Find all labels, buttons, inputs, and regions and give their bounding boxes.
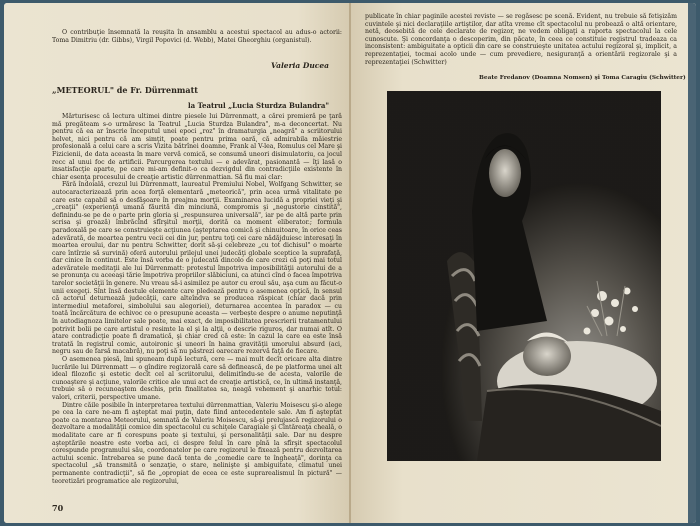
stage-photo [387, 91, 661, 461]
cover-edge [688, 3, 696, 523]
intro-block [52, 29, 342, 44]
photo-caption: Beate Fredanov (Doamna Nomsen) şi Toma Caragiu (Schwitter) [479, 75, 686, 81]
article-body [52, 113, 342, 485]
intro-text: O contribuţie însemnată la reuşita în ansamblu a acestui spectacol au adus-o actorii: Toma Dimitriu (dr. Gibbs), Virgil Popovici (d. Webb), Matei Gheorghiu (organistul). [52, 29, 342, 44]
right-text [365, 13, 677, 66]
right-page [351, 3, 696, 523]
page-number: 70 [52, 503, 64, 513]
left-page [4, 3, 349, 523]
paragraph: Dintre căile posibile în interpretarea textului dürrenmattian, Valeriu Moisescu şi-o alege pe cea la care ne-am fi aşteptat mai puţin, date fiind antecedentele sale. Am fi aşteptat poate ca montarea Meteorului, semnată de Valeriu Moisescu, să-şi prelujască regizorului o dezvoltare a modalităţii comice din spectacolul cu schiţele Caragiale şi Cîntăreaţa cheală, o modalitate care ar fi corespuns poate şi textului, şi personalităţii sale. Dar nu despre aşteptările noastre este vorba aci, ci despre felul în care pînă la sfîrşit spectacolul corespunde programului său, coordonatelor pe care regizorul le fixează pentru dezvoltarea actului scenic. Intrebarea se pune dacă tenta de „comedie care te îngheaţă", dorinţa ca spectacolul „să transmită o senzaţie, o stare, nelinişte şi ambiguitate, climatul unei permanente contradicţii", să fie „opropiat de ecea ce este suprarealismul în pictură" — teoretizări programatice ale regizorului, [52, 401, 342, 485]
actor-face [523, 336, 571, 376]
paragraph: O asemenea piesă, îmi spuneam după lectură, cere — mai mult decît oricare alta dintre lucrările lui Dürrenmatt — o gîndire regizorală care să definească, de pe platforma unei alt ideal filozofic şi estetic decît cel al scriitorului, delimitîndu-se de acesta, valorile de cunoaştere şi acţiune, valorile critice ale unui act de creaţie artistică, ce, în ultimă instanţă, trebuie să o recunoaştem deschis, prin finalitatea sa, neagă vehement şi anarhic totul: valori, criterii, perspective umane. [52, 356, 342, 401]
book-spread [4, 3, 696, 523]
article-subheading: la Teatrul „Lucia Sturdza Bulandra" [187, 101, 329, 110]
actress-face [489, 149, 521, 197]
signature: Valeria Ducea [270, 61, 329, 70]
paragraph: Mărturisesc că lectura ultimei dintre piesele lui Dürrenmatt, a cărei premieră pe ţară mă pregăteam s-o urmăresc la Teatrul „Lucia Sturdza Bulandra", m-a deconcertat. Nu pentru că ea ar înscrie începutul unei epoci „roz" în dramaturgia „neagră" a scriitorului helvet, nici pentru că am simţit, poate pentru prima oară, că admirabila măiestrie profesională a celui care a scris Vizita bătrînei doamne, Frank al V-lea, Romulus cel Mare şi Fizicienii, de data aceasta în mare vervă comică, se consumă uneori disimulatoriu, ca jocul recc al unui foc de artificii. Parcurgerea textului — e adevărat, pasionantă — îţi lasă o insatisfacţie aparte, pe care mi-am definit-o ca dezvigdul din contradicţiile existente în chiar esenţa procesului de creaţie artistic dürrenmattian. Să fiu mai clar: [52, 113, 342, 181]
article-heading: „METEORUL" de Fr. Dürrenmatt [52, 85, 198, 95]
paragraph: Fără îndoială, crezul lui Dürrenmatt, laureatul Premiului Nobel, Wolfgang Schwitter, se autocaracterizează prin acea forţă elementară „meteorică", prin acea urmă vitalitate pe care este capabil să o desfăşoare în preajma morţii. Examinarea lucidă a propriei vieţi şi „creaţii" (experienţă umană făurită din minciună, compromis şi „negustorie cinstită", definindu-se pe de o parte prin gloria şi „respunsurea universală", iar pe de altă parte prin scrisa şi groază) îmbrăcînd sfîrşitul morţii, dorită ca moment eliberator.; formula paradoxală pe care se construieşte acţiunea (aşteptarea comică şi chinuitoare, în orice ceas adevărată, de moartea pentru vecii cei din jur, pentru toţi cei care nădăjduiesc interesaţi în moartea eroului, dar nu pentru Schwitter, dorit să-şi celebreze „cu tot dichisul" o moarte care întîrzie să survină) oferă autorului prilejul unei judecăţi globale sceptice la suprafaţă, dar cinice în continut. Este însă vorba de o judecată dincolo de care crezi că poţi mai totul adevăratele meditaţii ale lui Dürrenmatt: protestul împotriva imposibilităţii autorului de a se pronunţa cu aceeaşi tărie împotriva propriilor slăbiciuni, ca atunci cînd o facea împotriva tarelor societăţii în genere. Nu vreau să-i asimilez pe autor cu eroul său, aşa cum au făcut-o unii exegeţi. Sînt însă destule elemente care pledează pentru o asemenea opţică, în sensul că actorul deturnează judecăţii, care alteîndva se producea răspicat (chiar dacă prin intermediul metaforei, simbolului sau alegoriei), deturnarea accentea în paradox — cu toată încărcătura de echivoc ce o presupune aceasta — verbește despre o anume neputinţă în autodiagnoza limitelor sale poate, mai exact, de imposibilitatea prescrierii tratamentului potrivit bolii pe care artistul o resimte la el şi la alţii, o descrie riguros, dar numai atît. O atare contradicţie poate fi dramatică, şi chiar cred că este: în cazul la care ea este însă tratată în registrul comic, autoironic şi uneori în haina gravităţii umorului absurd (aci, negru sau de farsă macabră), nu poţi să nu păstrezi oarecare rezervă faţă de fiecare. [52, 181, 342, 356]
paragraph: publicate în chiar paginile acestei reviste — se regăsesc pe scenă. Evident, nu trebuie să fetişizăm cuvintele şi nici declaraţiile artiştilor, dar atîta vreme cît spectacolul nu probează o altă orientare, netă, deosebită de cele declarate de regizor, ne vedem obligaţi a raporta spectacolul la cele cunoscute. Şi concordanţa o descoperim, din păcate, în ceea ce constituie registrul tradeaza ca inconsistent: ambiguitate a opticii din care se construieşte unitatea actului regizoral şi, implicit, a reprezentaţiei, tocmai acolo unde — cum prevediere, nesiguranţă a orientării regizorale şi a reprezentaţiei (Schwitter) [365, 13, 677, 66]
